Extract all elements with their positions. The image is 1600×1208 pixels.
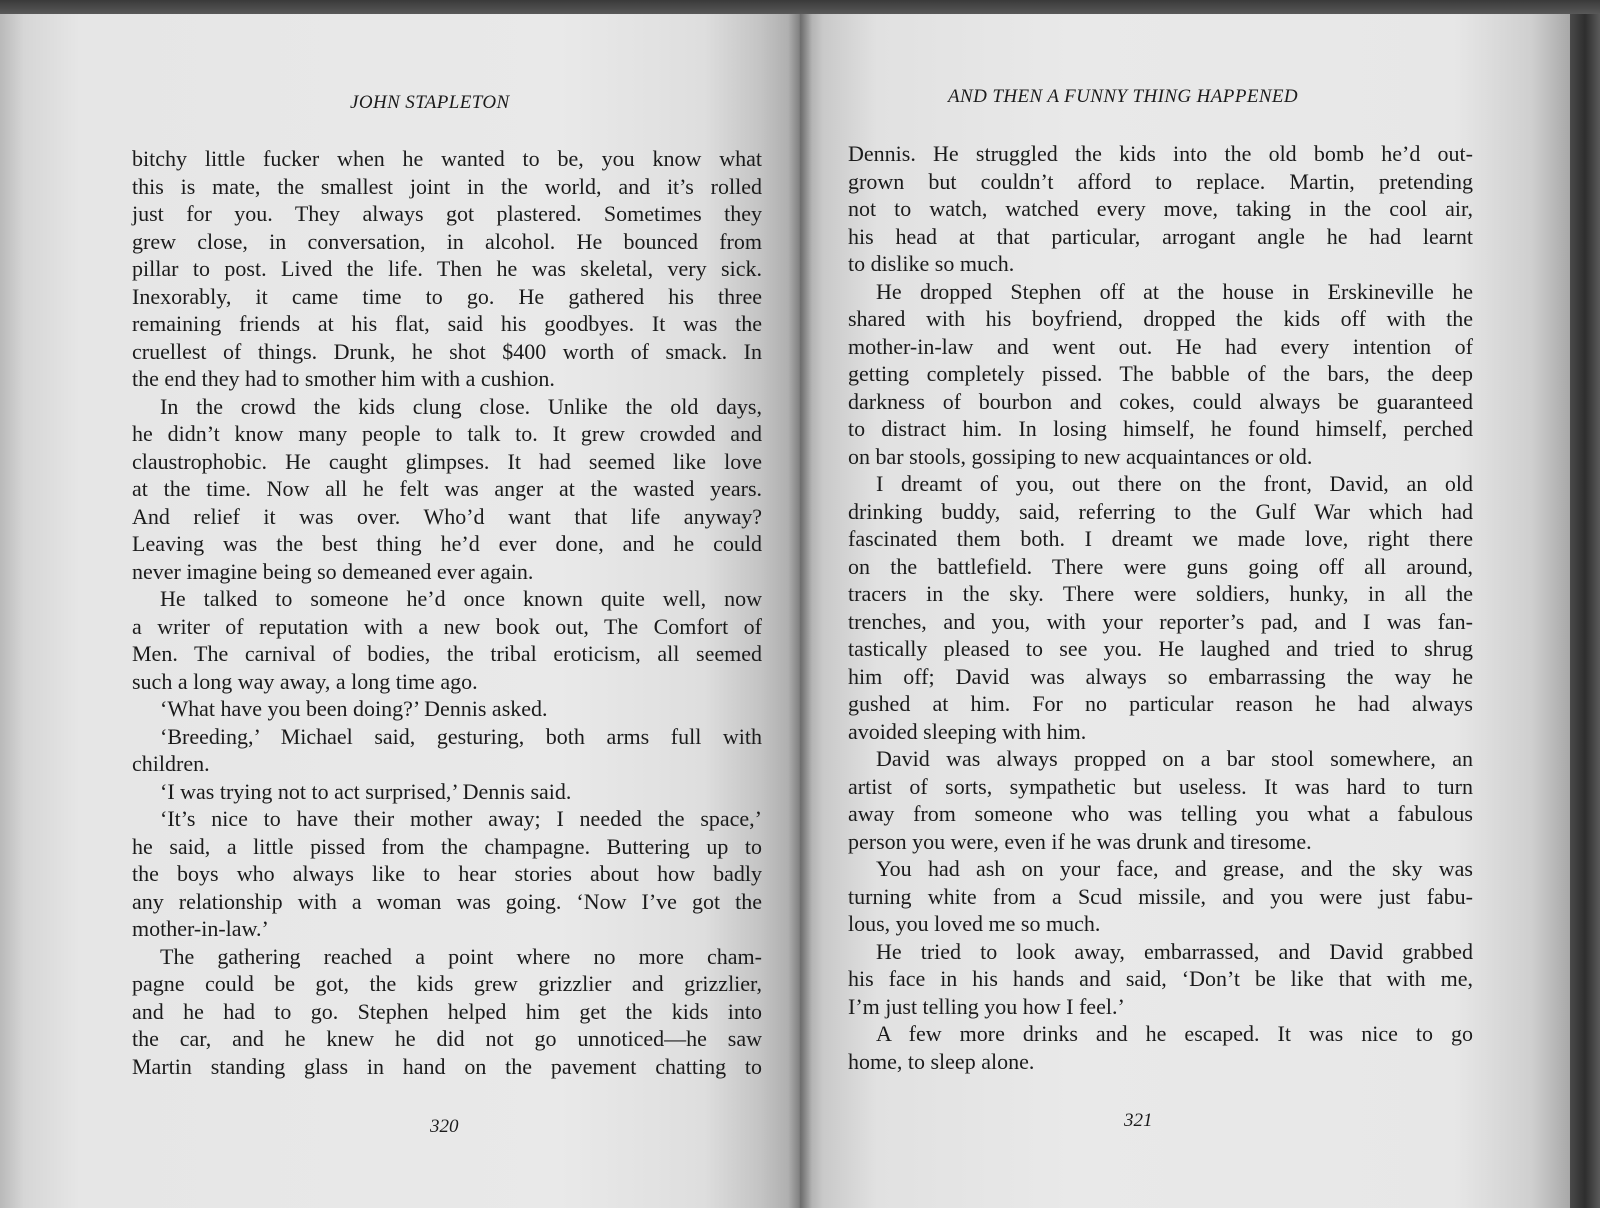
text-line: lous, you loved me so much. bbox=[848, 911, 1101, 936]
text-line: the end they had to smother him with a cushion. bbox=[132, 366, 555, 391]
text-line: tastically pleased to see you. He laughed and tried to shrug bbox=[848, 636, 1473, 661]
running-head-author: JOHN STAPLETON bbox=[350, 92, 510, 113]
text-line: A few more drinks and he escaped. It was nice to go bbox=[876, 1021, 1473, 1046]
left-page bbox=[0, 14, 800, 1208]
text-line: his head at that particular, arrogant angle he had learnt bbox=[848, 223, 1473, 249]
text-line: gushed at him. For no particular reason he had always bbox=[848, 691, 1473, 716]
book-fore-edge bbox=[1570, 14, 1600, 1208]
text-line: he said, a little pissed from the champagne. Buttering up to bbox=[132, 833, 762, 859]
text-line: the boys who always like to hear stories about how badly bbox=[132, 861, 762, 886]
text-line: avoided sleeping with him. bbox=[848, 718, 1087, 744]
text-line: mother-in-law and went out. He had every intention of bbox=[848, 333, 1473, 359]
book-spread bbox=[0, 14, 1600, 1208]
text-line: ‘What have you been doing?’ Dennis asked. bbox=[160, 696, 548, 721]
text-line: He tried to look away, embarrassed, and David grabbed bbox=[876, 938, 1473, 964]
text-line: to dislike so much. bbox=[848, 251, 1015, 276]
right-page bbox=[800, 14, 1570, 1208]
text-line: drinking buddy, said, referring to the Gulf War which had bbox=[848, 498, 1473, 524]
text-line: any relationship with a woman was going. ‘Now I’ve got the bbox=[132, 888, 762, 914]
text-line: at the time. Now all he felt was anger at the wasted years. bbox=[132, 476, 762, 501]
text-line: ‘It’s nice to have their mother away; I needed the space,’ bbox=[160, 806, 762, 831]
text-line: pagne could be got, the kids grew grizzlier and grizzlier, bbox=[132, 971, 762, 996]
text-line: turning white from a Scud missile, and you were just fabu- bbox=[848, 883, 1473, 909]
text-line: pillar to post. Lived the life. Then he was skeletal, very sick. bbox=[132, 256, 762, 281]
text-line: You had ash on your face, and grease, and the sky was bbox=[876, 856, 1473, 881]
text-line: and he had to go. Stephen helped him get the kids into bbox=[132, 998, 762, 1024]
text-line: He dropped Stephen off at the house in Erskineville he bbox=[876, 278, 1473, 304]
text-line: grown but couldn’t afford to replace. Martin, pretending bbox=[848, 168, 1473, 194]
text-line: fascinated them both. I dreamt we made love, right there bbox=[848, 526, 1473, 551]
left-page-body bbox=[132, 145, 762, 1080]
text-line: mother-in-law.’ bbox=[132, 916, 269, 941]
text-line: Leaving was the best thing he’d ever done, and he could bbox=[132, 531, 762, 556]
text-line: ‘Breeding,’ Michael said, gesturing, both arms full with bbox=[160, 723, 762, 749]
text-line: such a long way away, a long time ago. bbox=[132, 668, 478, 694]
text-line: on bar stools, gossiping to new acquaintances or old. bbox=[848, 443, 1313, 469]
text-line: shared with his boyfriend, dropped the kids off with the bbox=[848, 306, 1473, 331]
text-line: I’m just telling you how I feel.’ bbox=[848, 993, 1125, 1019]
text-line: cruellest of things. Drunk, he shot $400 worth of smack. In bbox=[132, 338, 762, 364]
text-line: Martin standing glass in hand on the pavement chatting to bbox=[132, 1053, 762, 1079]
text-line: just for you. They always got plastered. Sometimes they bbox=[132, 201, 762, 226]
text-line: claustrophobic. He caught glimpses. It had seemed like love bbox=[132, 448, 762, 474]
text-line: this is mate, the smallest joint in the world, and it’s rolled bbox=[132, 173, 762, 199]
right-page-body bbox=[848, 140, 1473, 1075]
text-line: David was always propped on a bar stool somewhere, an bbox=[876, 746, 1473, 771]
text-line: person you were, even if he was drunk and tiresome. bbox=[848, 828, 1312, 854]
text-line: a writer of reputation with a new book out, The Comfort of bbox=[132, 613, 762, 639]
text-line: remaining friends at his flat, said his goodbyes. It was the bbox=[132, 311, 762, 336]
page-number-321: 321 bbox=[1124, 1110, 1153, 1131]
text-line: bitchy little fucker when he wanted to be, you know what bbox=[132, 146, 762, 171]
text-line: And relief it was over. Who’d want that life anyway? bbox=[132, 503, 762, 529]
text-line: Inexorably, it came time to go. He gathered his three bbox=[132, 283, 762, 309]
text-line: his face in his hands and said, ‘Don’t be like that with me, bbox=[848, 966, 1473, 991]
text-line: darkness of bourbon and cokes, could always be guaranteed bbox=[848, 388, 1473, 414]
text-line: home, to sleep alone. bbox=[848, 1048, 1035, 1074]
text-line: artist of sorts, sympathetic but useless. It was hard to turn bbox=[848, 773, 1473, 799]
text-line: In the crowd the kids clung close. Unlike the old days, bbox=[160, 393, 762, 419]
text-line: him off; David was always so embarrassing the way he bbox=[848, 663, 1473, 689]
text-line: He talked to someone he’d once known quite well, now bbox=[160, 586, 762, 611]
text-line: Men. The carnival of bodies, the tribal eroticism, all seemed bbox=[132, 641, 762, 666]
book-gutter bbox=[788, 14, 812, 1208]
text-line: not to watch, watched every move, taking in the cool air, bbox=[848, 196, 1473, 221]
text-line: never imagine being so demeaned ever again. bbox=[132, 558, 534, 584]
text-line: children. bbox=[132, 751, 210, 776]
text-line: the car, and he knew he did not go unnoticed—he saw bbox=[132, 1026, 762, 1051]
text-line: Dennis. He struggled the kids into the old bomb he’d out- bbox=[848, 141, 1473, 166]
text-line: to distract him. In losing himself, he found himself, perched bbox=[848, 416, 1473, 441]
text-line: he didn’t know many people to talk to. It grew crowded and bbox=[132, 421, 762, 446]
text-line: getting completely pissed. The babble of the bars, the deep bbox=[848, 361, 1473, 386]
page-number-320: 320 bbox=[430, 1116, 459, 1137]
text-line: ‘I was trying not to act surprised,’ Dennis said. bbox=[160, 778, 572, 804]
running-head-title: AND THEN A FUNNY THING HAPPENED bbox=[948, 86, 1299, 107]
text-line: trenches, and you, with your reporter’s pad, and I was fan- bbox=[848, 608, 1473, 634]
text-line: away from someone who was telling you what a fabulous bbox=[848, 801, 1473, 826]
text-line: grew close, in conversation, in alcohol. He bounced from bbox=[132, 228, 762, 254]
text-line: on the battlefield. There were guns going off all around, bbox=[848, 553, 1473, 579]
text-line: I dreamt of you, out there on the front, David, an old bbox=[876, 471, 1473, 496]
text-line: The gathering reached a point where no more cham- bbox=[160, 943, 762, 969]
text-line: tracers in the sky. There were soldiers, hunky, in all the bbox=[848, 581, 1473, 606]
